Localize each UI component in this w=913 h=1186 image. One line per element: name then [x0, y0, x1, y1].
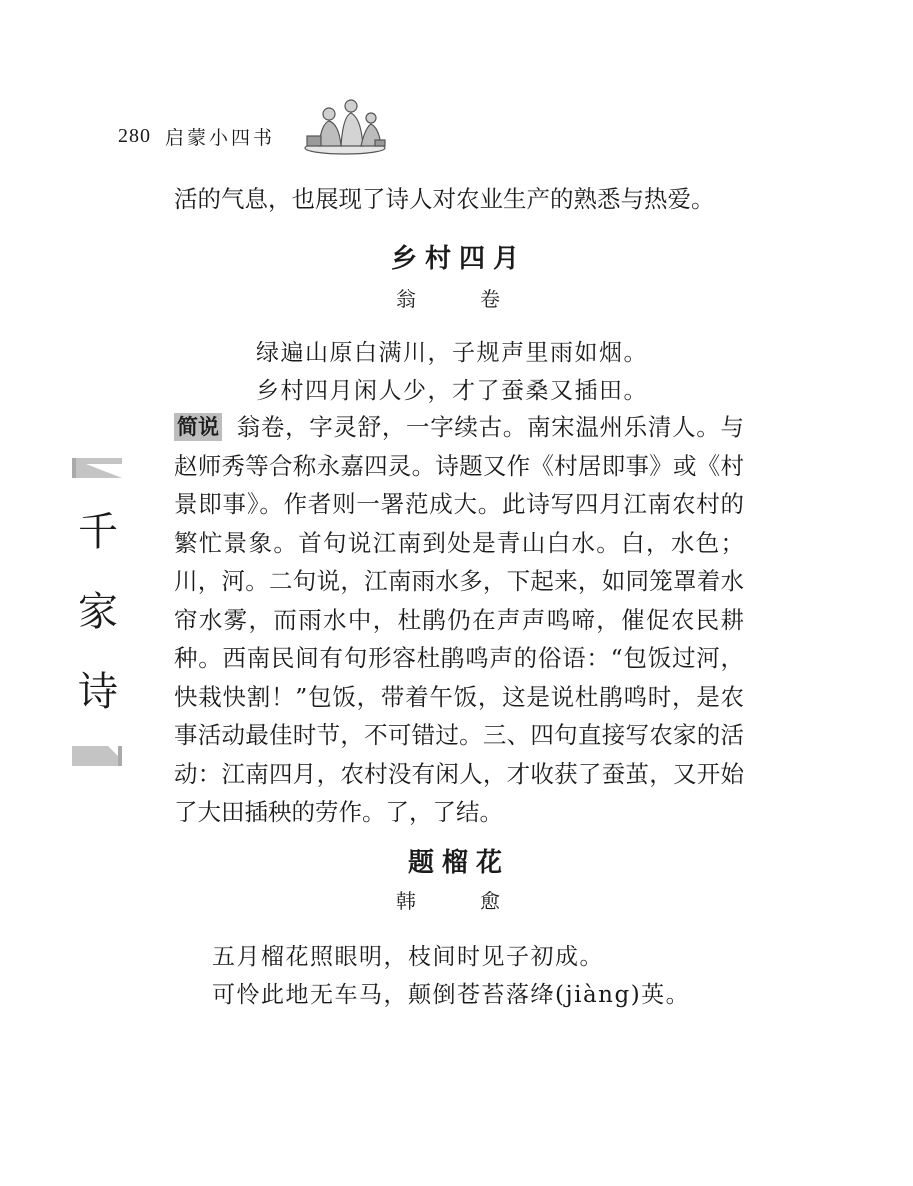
- commentary-badge: 简说: [174, 413, 222, 441]
- intro-line: 活的气息，也展现了诗人对农业生产的熟悉与热爱。: [174, 185, 715, 213]
- book-title: 启蒙小四书: [165, 126, 276, 149]
- side-tab: [72, 458, 124, 770]
- side-char: 家: [78, 589, 118, 635]
- running-header: [118, 118, 391, 154]
- poem-author: 翁 卷: [396, 287, 522, 311]
- verse-line: 五月榴花照眼明，枝间时见子初成。: [212, 944, 604, 970]
- poem-author: 韩 愈: [396, 889, 522, 913]
- side-title: [72, 492, 124, 732]
- poem-title: 题榴花: [407, 848, 510, 878]
- poem-verse: [256, 334, 648, 410]
- page-number: 280: [118, 124, 151, 147]
- bottom-bracket-icon: [72, 746, 122, 766]
- scholars-illustration-icon: [299, 96, 391, 156]
- verse-line: 可怜此地无车马，颠倒苍苔落绛(jiàng)英。: [212, 982, 691, 1008]
- commentary-text: 翁卷，字灵舒，一字续古。南宋温州乐清人。与赵师秀等合称永嘉四灵。诗题又作《村居即事》或《村景即事》。作者则一署范成大。此诗写四月江南农村的繁忙景象。首句说江南到处是青山白水。白，水色；川，河。二句说，江南雨水多，下起来，如同笼罩着水帘水雾，而雨水中，杜鹃仍在声声鸣啼，催促农民耕种。西南民间有句形容杜鹃鸣声的俗语：“包饭过河，快栽快割！”包饭，带着午饭，这是说杜鹃鸣时，是农事活动最佳时节，不可错过。三、四句直接写农家的活动：江南四月，农村没有闲人，才收获了蚕茧，又开始了大田插秧的劳作。了，了结。: [174, 413, 744, 826]
- side-char: 千: [78, 509, 118, 555]
- side-char: 诗: [78, 669, 118, 715]
- verse-line: 乡村四月闲人少，才了蚕桑又插田。: [256, 378, 648, 404]
- poem-verse: [212, 938, 690, 1014]
- poem-title: 乡村四月: [390, 244, 527, 274]
- top-bracket-icon: [72, 458, 122, 478]
- verse-line: 绿遍山原白满川，子规声里雨如烟。: [256, 340, 648, 366]
- commentary: [174, 408, 744, 832]
